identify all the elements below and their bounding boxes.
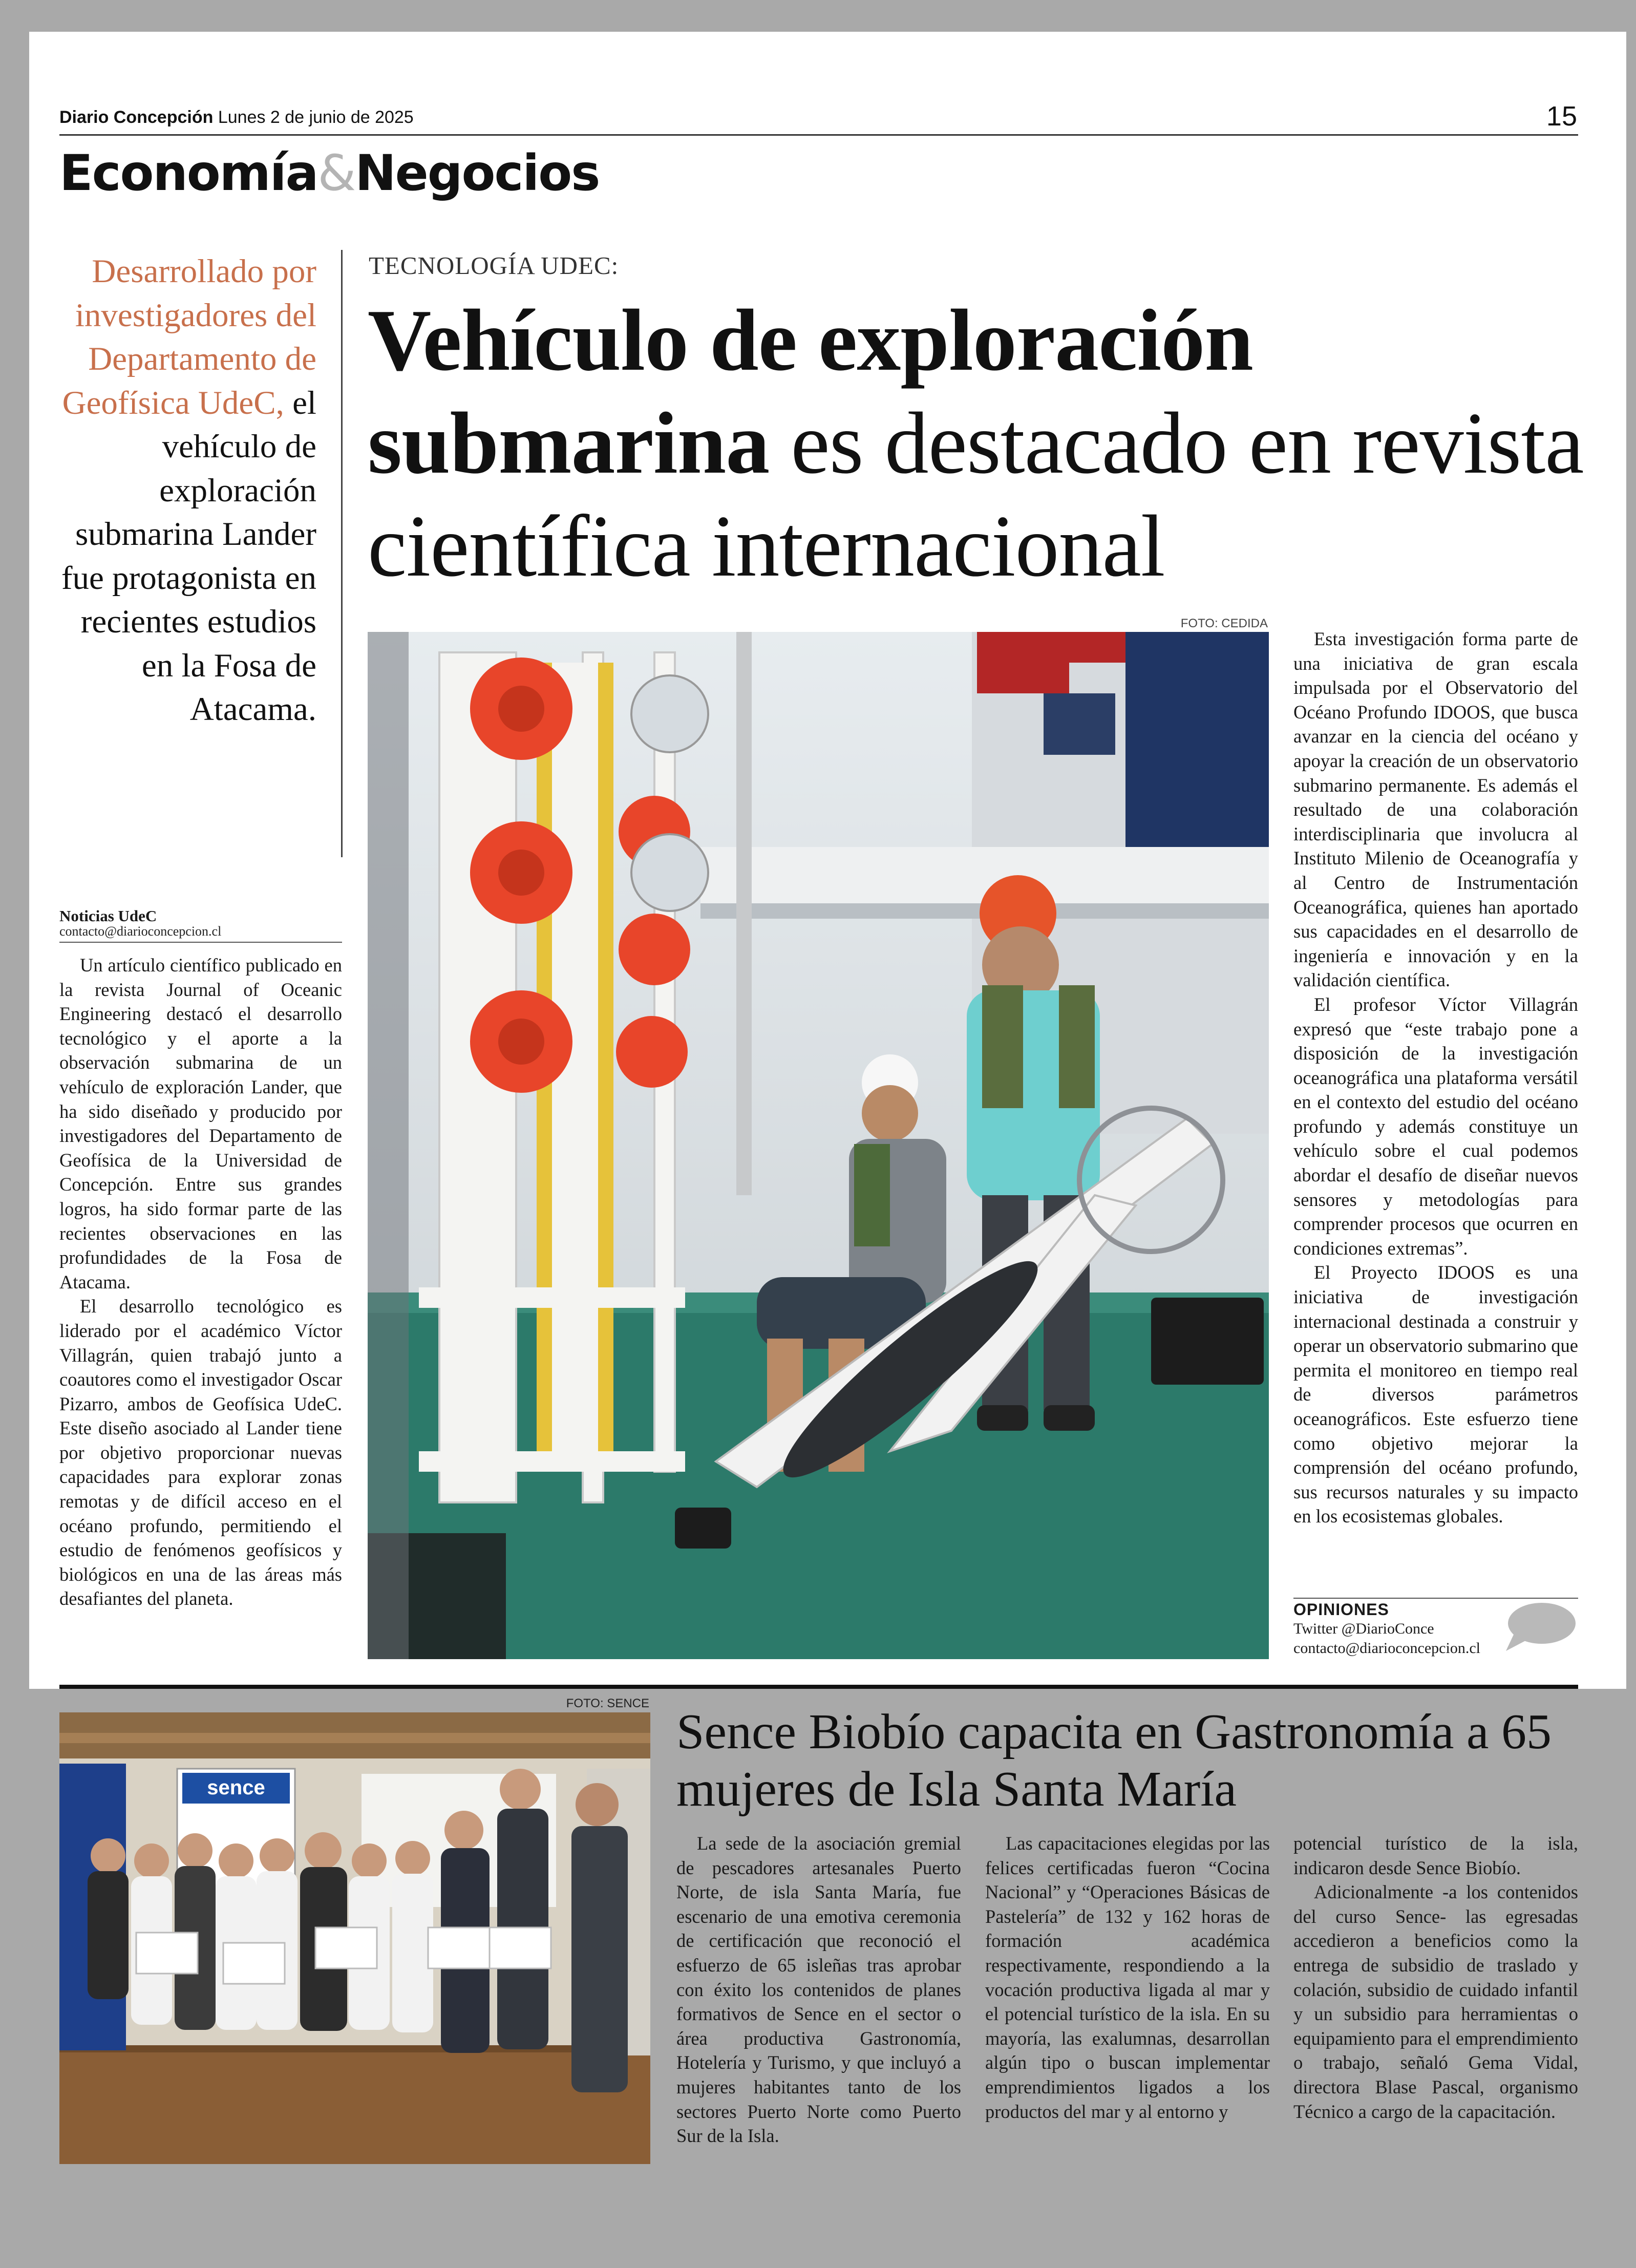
opinions-twitter: Twitter @DiarioConce [1293, 1620, 1434, 1637]
sence-banner-text: sence [207, 1776, 265, 1799]
article-body-right [1293, 627, 1578, 1529]
body-paragraph: El desarrollo tecnológico es liderado por el académico Víctor Villagrán, quien trabajó junto a coautores como el investigador Oscar Pizarro, ambos de Geofísica UdeC. Este diseño asociado al Lander tiene por objetivo proporcionar nuevas capacidades para explorar zonas remotas y de difícil acceso en el océano profundo, permitiendo el estudio de fenómenos geofísicos y biológicos en una de las áreas más desafiantes del planeta. [59, 1296, 342, 1609]
sence-photo-illustration [59, 1712, 650, 2164]
page-number: 15 [1546, 101, 1577, 132]
headline-regular: es destacado en revista científica internacional [368, 395, 1584, 595]
lead-text: el vehículo de exploración submarina Lander fue protagonista en recientes estudios en la Fosa de Atacama. [61, 384, 316, 728]
article-headline [368, 289, 1597, 598]
sence-body-col-3 [1293, 1831, 1578, 2124]
issue-date: Lunes 2 de junio de 2025 [218, 108, 414, 127]
body-paragraph: El profesor Víctor Villagrán expresó que “este trabajo pone a disposición de la investigación oceanográfica una plataforma versátil en el contexto del estudio del océano profundo y además constituye un vehículo sobre el cual podemos abordar el desafío de diseñar nuevos sensores y metodologías para comprender procesos que ocurren en condiciones extremas”. [1293, 993, 1578, 1259]
body-paragraph: La sede de la asociación gremial de pescadores artesanales Puerto Norte, de isla Santa María, fue escenario de una emotiva ceremonia de certificación que reconoció el esfuerzo de 65 isleñas tras aprobar con éxito los contenidos de planes formativos de Sence en el sector o área productiva Gastronomía, Hotelería y Turismo, y que incluyó a mujeres habitantes tanto de los sectores Puerto Norte como Puerto Sur de la Isla. [676, 1833, 961, 2147]
section-ampersand: & [317, 144, 355, 202]
body-paragraph: Las capacitaciones elegidas por las felices certificadas fueron “Cocina Nacional” y “Operaciones Básicas de Pastelería” de 132 y 162 horas de formación académica respectivamente, respondiendo a la vocación productiva ligada al mar y el potencial turístico de la isla. En su mayoría, las exalumnas, desarrollan algún tipo o buscan implementar emprendimientos ligados a los productos del mar y al entorno y [985, 1833, 1270, 2122]
byline-name: Noticias UdeC [59, 907, 157, 925]
article-body-left [59, 953, 342, 1611]
lead-accent: Desarrollado por investigadores del Departamento de Geofísica UdeC, [62, 253, 316, 421]
lead-summary [46, 250, 316, 732]
body-paragraph: potencial turístico de la isla, indicaron desde Sence Biobío. [1293, 1833, 1578, 1878]
body-paragraph: Un artículo científico publicado en la revista Journal of Oceanic Engineering destacó el desarrollo tecnológico y el aporte a la observación submarina de un vehículo de exploración Lander, que ha sido diseñado y producido por investigadores del Departamento de Geofísica de la Universidad de Concepción. Entre sus grandes logros, ha sido formar parte de las recientes observaciones en las profundidades de la Fosa de Atacama. [59, 955, 342, 1292]
lead-divider [341, 250, 343, 857]
sence-group-photo [59, 1712, 650, 2164]
body-paragraph: El Proyecto IDOOS es una iniciativa de investigación internacional destinada a construir y operar un observatorio submarino que permita el monitoreo en tiempo real de diversos parámetros oceanográficos. Este esfuerzo tiene como objetivo mejorar la comprensión del océano profundo, sus recursos naturales y su impacto en los ecosistemas globales. [1293, 1262, 1578, 1527]
sence-headline: Sence Biobío capacita en Gastronomía a 65 mujeres de Isla Santa María [676, 1704, 1552, 1817]
body-paragraph: Esta investigación forma parte de una iniciativa de gran escala impulsada por el Observatorio del Océano Profundo IDOOS, que busca avanzar en la ciencia del océano y apoyar la creación de un observatorio submarino permanente. Es además el resultado de una colaboración interdisciplinaria que involucra al Instituto Milenio de Oceanografía y al Centro de Instrumentación Oceanográfica, quienes han aportado sus capacidades en el desarrollo de ingeniería e innovación y en la validación científica. [1293, 628, 1578, 991]
byline-email: contacto@diarioconcepcion.cl [59, 924, 222, 939]
opinions-email: contacto@diarioconcepcion.cl [1293, 1640, 1480, 1657]
headline-bold: Vehículo de exploración submarina [368, 292, 1253, 492]
photo-credit: FOTO: CEDIDA [1180, 617, 1268, 630]
masthead [59, 108, 414, 128]
sence-photo-credit: FOTO: SENCE [566, 1697, 649, 1710]
sence-body-col-2 [985, 1831, 1270, 2124]
body-paragraph: Adicionalmente -a los contenidos del curso Sence- las egresadas accedieron a beneficios como la entrega de subsidio de traslado y colación, subsidio de cuidado infantil y un subsidio para herramientas o equipamiento para el emprendimiento o trabajo, señaló Gema Vidal, directora Blase Pascal, organismo Técnico a cargo de la capacitación. [1293, 1881, 1578, 2122]
opinions-divider [1293, 1598, 1578, 1599]
speech-bubble-icon [1503, 1602, 1577, 1653]
opinions-title: OPINIONES [1293, 1600, 1389, 1619]
paper-name: Diario Concepción [59, 108, 214, 127]
lander-photo-illustration [368, 632, 1269, 1659]
section-title-economia: Economía [59, 144, 318, 202]
article-kicker: TECNOLOGÍA UDEC: [369, 251, 619, 280]
lander-photo [368, 632, 1269, 1659]
article-byline [59, 908, 342, 939]
section-title [59, 144, 599, 202]
byline-divider [59, 942, 342, 943]
section-title-negocios: Negocios [355, 144, 600, 202]
sence-body-col-1 [676, 1831, 961, 2148]
section-divider [59, 1685, 1578, 1689]
header-divider [59, 134, 1578, 136]
opinions-box [1293, 1600, 1534, 1658]
